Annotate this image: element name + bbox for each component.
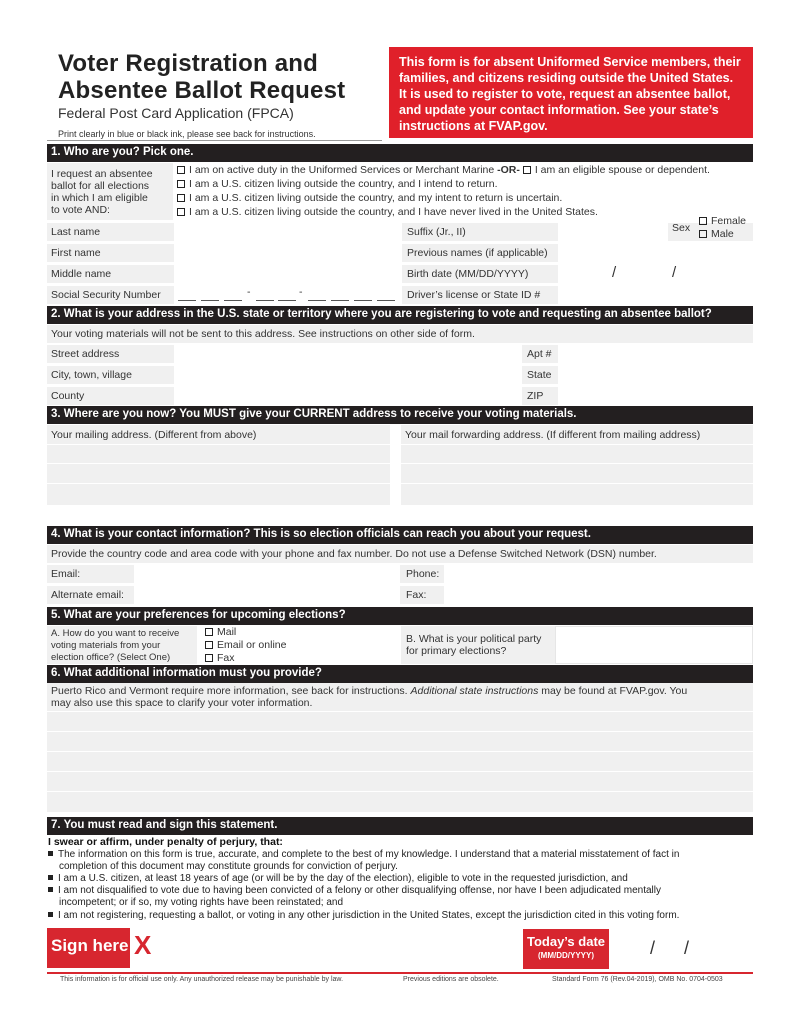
- bullet-text: I am not disqualified to vote due to having been convicted of a felony or other disqualifying offense, nor have I been adjudicated mentally: [58, 885, 661, 896]
- date-separator: /: [650, 938, 656, 958]
- apt-label: Apt #: [527, 348, 552, 360]
- sex-female-option[interactable]: [699, 215, 746, 227]
- street-address-field[interactable]: [174, 345, 522, 363]
- statement-bullet-3-cont: incompetent; or if so, my voting rights have been reinstated; and: [59, 897, 344, 908]
- ssn-label: Social Security Number: [51, 289, 161, 301]
- email-label: Email:: [51, 568, 81, 580]
- section-1-header: 1. Who are you? Pick one.: [47, 144, 753, 162]
- line-divider: [47, 463, 390, 464]
- ssn-digit-line: [308, 300, 326, 301]
- line-divider: [47, 751, 753, 752]
- mailing-address-label: Your mailing address. (Different from above): [51, 429, 257, 441]
- state-label: State: [527, 369, 552, 381]
- form-title-line2: Absentee Ballot Request: [58, 77, 346, 104]
- question-a-line-3: election office? (Select One): [51, 652, 171, 663]
- fax-field[interactable]: [444, 586, 753, 604]
- option-label: I am a U.S. citizen living outside the country, and I intend to return.: [189, 178, 498, 190]
- intro-line-2: ballot for all elections: [51, 180, 150, 192]
- note-text: Puerto Rico and Vermont require more information, see back for instructions.: [51, 685, 408, 697]
- statement-bullet-3: [48, 885, 753, 897]
- line-divider: [47, 771, 753, 772]
- line-divider: [47, 444, 390, 445]
- question-b-line-1: B. What is your political party: [406, 633, 542, 645]
- date-separator: /: [672, 264, 677, 281]
- bullet-text: I am a U.S. citizen, at least 18 years of age (or will be by the day of the election), eligible to vote in the requested jurisdiction, and: [58, 873, 628, 884]
- forwarding-address-label: Your mail forwarding address. (If different from mailing address): [405, 429, 701, 441]
- city-field[interactable]: [174, 366, 522, 384]
- section-4-note: Provide the country code and area code with your phone and fax number. Do not use a Defense Switched Network (DSN) number.: [51, 548, 657, 560]
- checkbox-icon[interactable]: [205, 628, 213, 636]
- swear-statement: I swear or affirm, under penalty of perjury, that:: [48, 836, 283, 848]
- apt-field[interactable]: [558, 345, 753, 363]
- notice-box: This form is for absent Uniformed Service members, their families, and citizens residing outside the United States. It is used to register to vote, request an absentee ballot, and update your contact information. See your state’s instructions at FVAP.gov.: [389, 47, 753, 138]
- section-2-header: 2. What is your address in the U.S. state or territory where you are registering to vote and requesting an absentee ballot?: [47, 306, 753, 324]
- ssn-digit-line: [256, 300, 274, 301]
- option-label: Fax: [217, 652, 235, 664]
- ssn-digit-line: [331, 300, 349, 301]
- section-6-note-line-2: may also use this space to clarify your voter information.: [51, 697, 313, 709]
- sign-here-label: Sign here: [47, 928, 130, 968]
- alternate-email-field[interactable]: [134, 586, 400, 604]
- previous-names-label: Previous names (if applicable): [407, 247, 548, 259]
- sex-male-option[interactable]: [699, 228, 734, 240]
- line-divider: [401, 483, 753, 484]
- statement-bullet-2: [48, 873, 753, 885]
- or-label: -OR-: [497, 164, 520, 176]
- first-name-label: First name: [51, 247, 101, 259]
- middle-name-label: Middle name: [51, 268, 112, 280]
- status-option-active-duty[interactable]: [177, 164, 710, 176]
- ssn-digit-line: [224, 300, 242, 301]
- checkbox-icon[interactable]: [177, 208, 185, 216]
- section-4-header: 4. What is your contact information? This is so election officials can reach you about your request.: [47, 526, 753, 544]
- section-3-header: 3. Where are you now? You MUST give your CURRENT address to receive your voting materials.: [47, 406, 753, 424]
- checkbox-icon[interactable]: [523, 166, 531, 174]
- bullet-icon: [48, 875, 53, 880]
- last-name-field[interactable]: [174, 223, 402, 241]
- email-field[interactable]: [134, 565, 400, 583]
- section-2-note: Your voting materials will not be sent to this address. See instructions on other side of form.: [51, 328, 475, 340]
- todays-date-label: [523, 929, 609, 969]
- section-5-header: 5. What are your preferences for upcoming elections?: [47, 607, 753, 625]
- section-6-header: 6. What additional information must you provide?: [47, 665, 753, 683]
- street-address-label: Street address: [51, 348, 120, 360]
- option-label: Female: [711, 215, 747, 227]
- checkbox-icon[interactable]: [205, 641, 213, 649]
- bullet-icon: [48, 912, 53, 917]
- ssn-separator: -: [247, 286, 251, 298]
- zip-field[interactable]: [558, 387, 753, 405]
- delivery-option-email[interactable]: [205, 639, 286, 651]
- bullet-text: I am not registering, requesting a ballot, or voting in any other jurisdiction in the United States, except the jurisdiction cited in this voting form.: [58, 910, 680, 921]
- ssn-separator: -: [299, 286, 303, 298]
- statement-bullet-1-cont: completion of this document may constitute grounds for conviction of perjury.: [59, 861, 398, 872]
- form-title-line1: Voter Registration and: [58, 50, 318, 77]
- option-label: I am on active duty in the Uniformed Services or Merchant Marine: [189, 164, 495, 176]
- option-label: I am a U.S. citizen living outside the country, and my intent to return is uncertain.: [189, 192, 563, 204]
- line-divider: [47, 483, 390, 484]
- middle-name-field[interactable]: [174, 265, 402, 283]
- delivery-option-fax[interactable]: [205, 652, 235, 664]
- city-label: City, town, village: [51, 369, 132, 381]
- checkbox-icon[interactable]: [699, 217, 707, 225]
- date-title: Today’s date: [526, 934, 606, 949]
- signature-underline: [47, 972, 753, 974]
- sex-label: Sex: [672, 222, 691, 234]
- option-label: Email or online: [217, 639, 287, 651]
- delivery-option-mail[interactable]: [205, 626, 236, 638]
- date-format: (MM/DD/YYYY): [538, 951, 594, 960]
- date-separator: /: [684, 938, 690, 958]
- suffix-field[interactable]: [558, 223, 668, 241]
- ssn-field[interactable]: [174, 286, 402, 304]
- statement-bullet-1: [48, 849, 753, 861]
- question-a-line-1: A. How do you want to receive: [51, 628, 180, 639]
- ssn-digit-line: [201, 300, 219, 301]
- intro-line-4: to vote AND:: [51, 204, 110, 216]
- checkbox-icon[interactable]: [177, 180, 185, 188]
- fax-label: Fax:: [406, 589, 427, 601]
- status-option-intend-return[interactable]: [177, 178, 498, 190]
- signature-x-icon: X: [134, 930, 152, 960]
- checkbox-icon[interactable]: [177, 166, 185, 174]
- county-label: County: [51, 390, 85, 402]
- checkbox-icon[interactable]: [177, 194, 185, 202]
- drivers-license-field[interactable]: [558, 286, 753, 304]
- drivers-license-label: Driver’s license or State ID #: [407, 289, 541, 301]
- statement-bullet-4: [48, 910, 753, 922]
- note-italic: Additional state instructions: [410, 685, 539, 697]
- ssn-digit-line: [354, 300, 372, 301]
- previous-names-field[interactable]: [558, 244, 753, 262]
- additional-info-field[interactable]: [47, 712, 753, 812]
- form-subtitle: Federal Post Card Application (FPCA): [58, 105, 294, 121]
- question-b-line-2: for primary elections?: [406, 645, 507, 657]
- date-separator: /: [612, 264, 617, 281]
- last-name-label: Last name: [51, 226, 101, 238]
- ssn-digit-line: [377, 300, 395, 301]
- bullet-icon: [48, 851, 53, 856]
- print-instructions: Print clearly in blue or black ink, please see back for instructions.: [58, 129, 316, 139]
- intro-line-1: I request an absentee: [51, 168, 153, 180]
- first-name-field[interactable]: [174, 244, 402, 262]
- bullet-text: The information on this form is true, accurate, and complete to the best of my knowledge. I understand that a material misstatement of fact in: [58, 849, 680, 860]
- intro-line-3: in which I am eligible: [51, 192, 148, 204]
- alternate-email-label: Alternate email:: [51, 589, 124, 601]
- todays-date-field[interactable]: [612, 930, 752, 968]
- option-label: Male: [711, 228, 734, 240]
- zip-label: ZIP: [527, 390, 544, 402]
- header-divider: [47, 140, 382, 141]
- line-divider: [47, 791, 753, 792]
- suffix-label: Suffix (Jr., II): [407, 226, 466, 238]
- question-a-line-2: voting materials from your: [51, 640, 161, 651]
- state-field[interactable]: [558, 366, 753, 384]
- footer-obsolete: Previous editions are obsolete.: [403, 976, 499, 983]
- phone-label: Phone:: [406, 568, 440, 580]
- option-label: Mail: [217, 626, 237, 638]
- birth-date-label: Birth date (MM/DD/YYYY): [407, 268, 529, 280]
- footer-official-use: This information is for official use only. Any unauthorized release may be punishable by law.: [60, 976, 344, 983]
- line-divider: [401, 463, 753, 464]
- note-text: may be found at FVAP.gov. You: [541, 685, 688, 697]
- option-label: I am a U.S. citizen living outside the country, and I have never lived in the United States.: [189, 206, 598, 218]
- status-option-never-lived[interactable]: [177, 206, 598, 218]
- signature-field[interactable]: [160, 928, 520, 968]
- line-divider: [47, 731, 753, 732]
- birth-date-field[interactable]: [558, 265, 753, 283]
- section-6-note-line-1: [51, 685, 687, 697]
- phone-field[interactable]: [444, 565, 753, 583]
- section-7-header: 7. You must read and sign this statement.: [47, 817, 753, 835]
- ssn-digit-line: [178, 300, 196, 301]
- bullet-icon: [48, 887, 53, 892]
- line-divider: [401, 444, 753, 445]
- party-field[interactable]: [555, 626, 753, 664]
- footer-form-number: Standard Form 76 (Rev.04-2019), OMB No. 0704-0503: [552, 976, 723, 983]
- checkbox-icon[interactable]: [205, 654, 213, 662]
- option-label: I am an eligible spouse or dependent.: [534, 164, 710, 176]
- checkbox-icon[interactable]: [699, 230, 707, 238]
- county-field[interactable]: [174, 387, 522, 405]
- status-option-uncertain[interactable]: [177, 192, 562, 204]
- ssn-digit-line: [278, 300, 296, 301]
